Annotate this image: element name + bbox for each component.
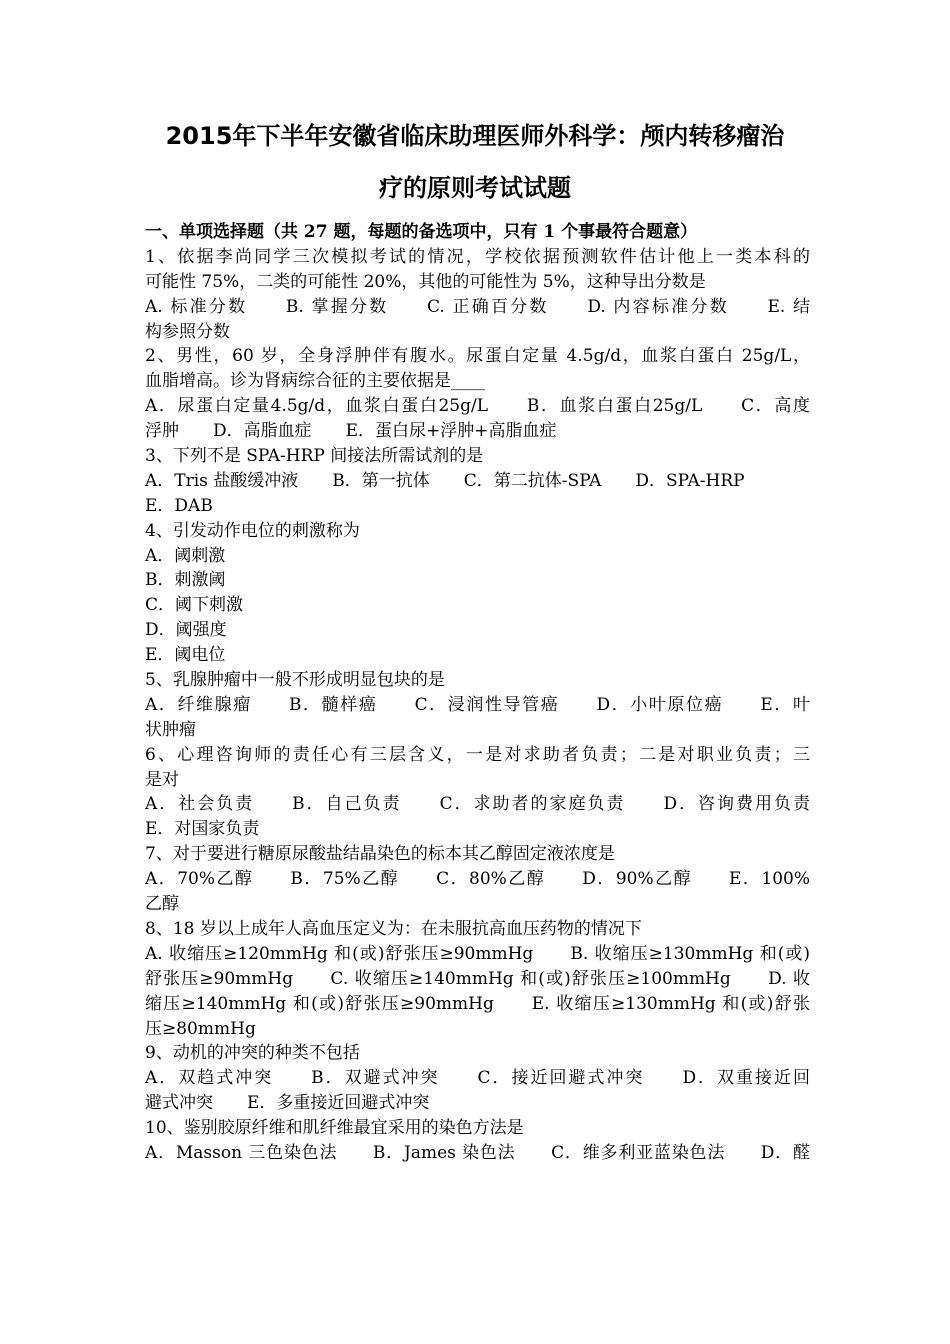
text-line: A．社会负责 B．自己负责 C．求助者的家庭负责 D．咨询费用负责	[145, 794, 810, 815]
text-line: 8、18 岁以上成年人高血压定义为：在未服抗高血压药物的情况下	[145, 918, 642, 939]
text-line: B．刺激阈	[145, 570, 226, 591]
text-line: 10、鉴别胶原纤维和肌纤维最宜采用的染色方法是	[145, 1118, 524, 1139]
text-line: 压≥80mmHg	[145, 1018, 256, 1039]
text-line: 缩压≥140mmHg 和(或)舒张压≥90mmHg E. 收缩压≥130mmHg 和(或)舒张	[145, 993, 810, 1014]
document-title-line-1: 2015年下半年安徽省临床助理医师外科学：颅内转移瘤治	[165, 122, 785, 150]
text-line: 6、心理咨询师的责任心有三层含义，一是对求助者负责；二是对职业负责；三	[145, 744, 810, 765]
text-line: A. 收缩压≥120mmHg 和(或)舒张压≥90mmHg B. 收缩压≥130mmHg 和(或)	[145, 943, 810, 964]
text-line: A．纤维腺瘤 B．髓样癌 C．浸润性导管癌 D．小叶原位癌 E．叶	[145, 694, 810, 715]
text-line: 1、依据李尚同学三次模拟考试的情况，学校依据预测软件估计他上一类本科的	[145, 246, 810, 267]
text-line: 避式冲突 E．多重接近回避式冲突	[145, 1093, 430, 1114]
text-line: E．阈电位	[145, 645, 226, 666]
text-line: A．阈刺激	[145, 545, 226, 566]
text-line: 构参照分数	[145, 321, 230, 342]
text-line: 可能性 75%，二类的可能性 20%，其他的可能性为 5%，这种导出分数是	[145, 271, 706, 292]
text-line: C．阈下刺激	[145, 595, 244, 616]
document-body	[145, 220, 810, 1166]
document-title-line-2: 疗的原则考试试题	[379, 174, 571, 202]
text-line: 5、乳腺肿瘤中一般不形成明显包块的是	[145, 670, 445, 691]
text-line: 7、对于要进行糖原尿酸盐结晶染色的标本其乙醇固定液浓度是	[145, 844, 615, 865]
text-line: 舒张压≥90mmHg C. 收缩压≥140mmHg 和(或)舒张压≥100mmHg D. 收	[145, 968, 810, 989]
text-line: E．DAB	[145, 495, 213, 516]
text-line: 2、男性，60 岁，全身浮肿伴有腹水。尿蛋白定量 4.5g/d，血浆白蛋白 25g/L，	[145, 346, 810, 367]
text-line: 浮肿 D．高脂血症 E．蛋白尿+浮肿+高脂血症	[145, 421, 557, 442]
text-line: E．对国家负责	[145, 819, 260, 840]
text-line: A．Masson 三色染色法 B．James 染色法 C．维多利亚蓝染色法 D．醛	[145, 1142, 810, 1163]
text-line: 是对	[145, 769, 179, 790]
text-line: 4、引发动作电位的刺激称为	[145, 520, 360, 541]
text-line: A．双趋式冲突 B．双避式冲突 C．接近回避式冲突 D．双重接近回	[145, 1068, 810, 1089]
text-line: A．Tris 盐酸缓冲液 B．第一抗体 C．第二抗体-SPA D．SPA-HRP	[145, 470, 745, 491]
text-line: 9、动机的冲突的种类不包括	[145, 1043, 360, 1064]
text-line: D．阈强度	[145, 620, 227, 641]
section-heading: 一、单项选择题（共 27 题，每题的备选项中，只有 1 个事最符合题意）	[145, 222, 698, 242]
text-line: 状肿瘤	[145, 719, 196, 740]
question-lines	[145, 245, 810, 1166]
text-line: A．70%乙醇 B．75%乙醇 C．80%乙醇 D．90%乙醇 E．100%	[145, 869, 810, 890]
text-line: 乙醇	[145, 894, 179, 915]
text-line: A．尿蛋白定量4.5g/d，血浆白蛋白25g/L B．血浆白蛋白25g/L C．高度	[145, 396, 810, 417]
text-line: A. 标准分数 B. 掌握分数 C. 正确百分数 D. 内容标准分数 E. 结	[145, 296, 810, 317]
text-line: 3、下列不是 SPA-HRP 间接法所需试剂的是	[145, 446, 484, 467]
text-line: 血脂增高。诊为肾病综合征的主要依据是____	[145, 371, 485, 392]
